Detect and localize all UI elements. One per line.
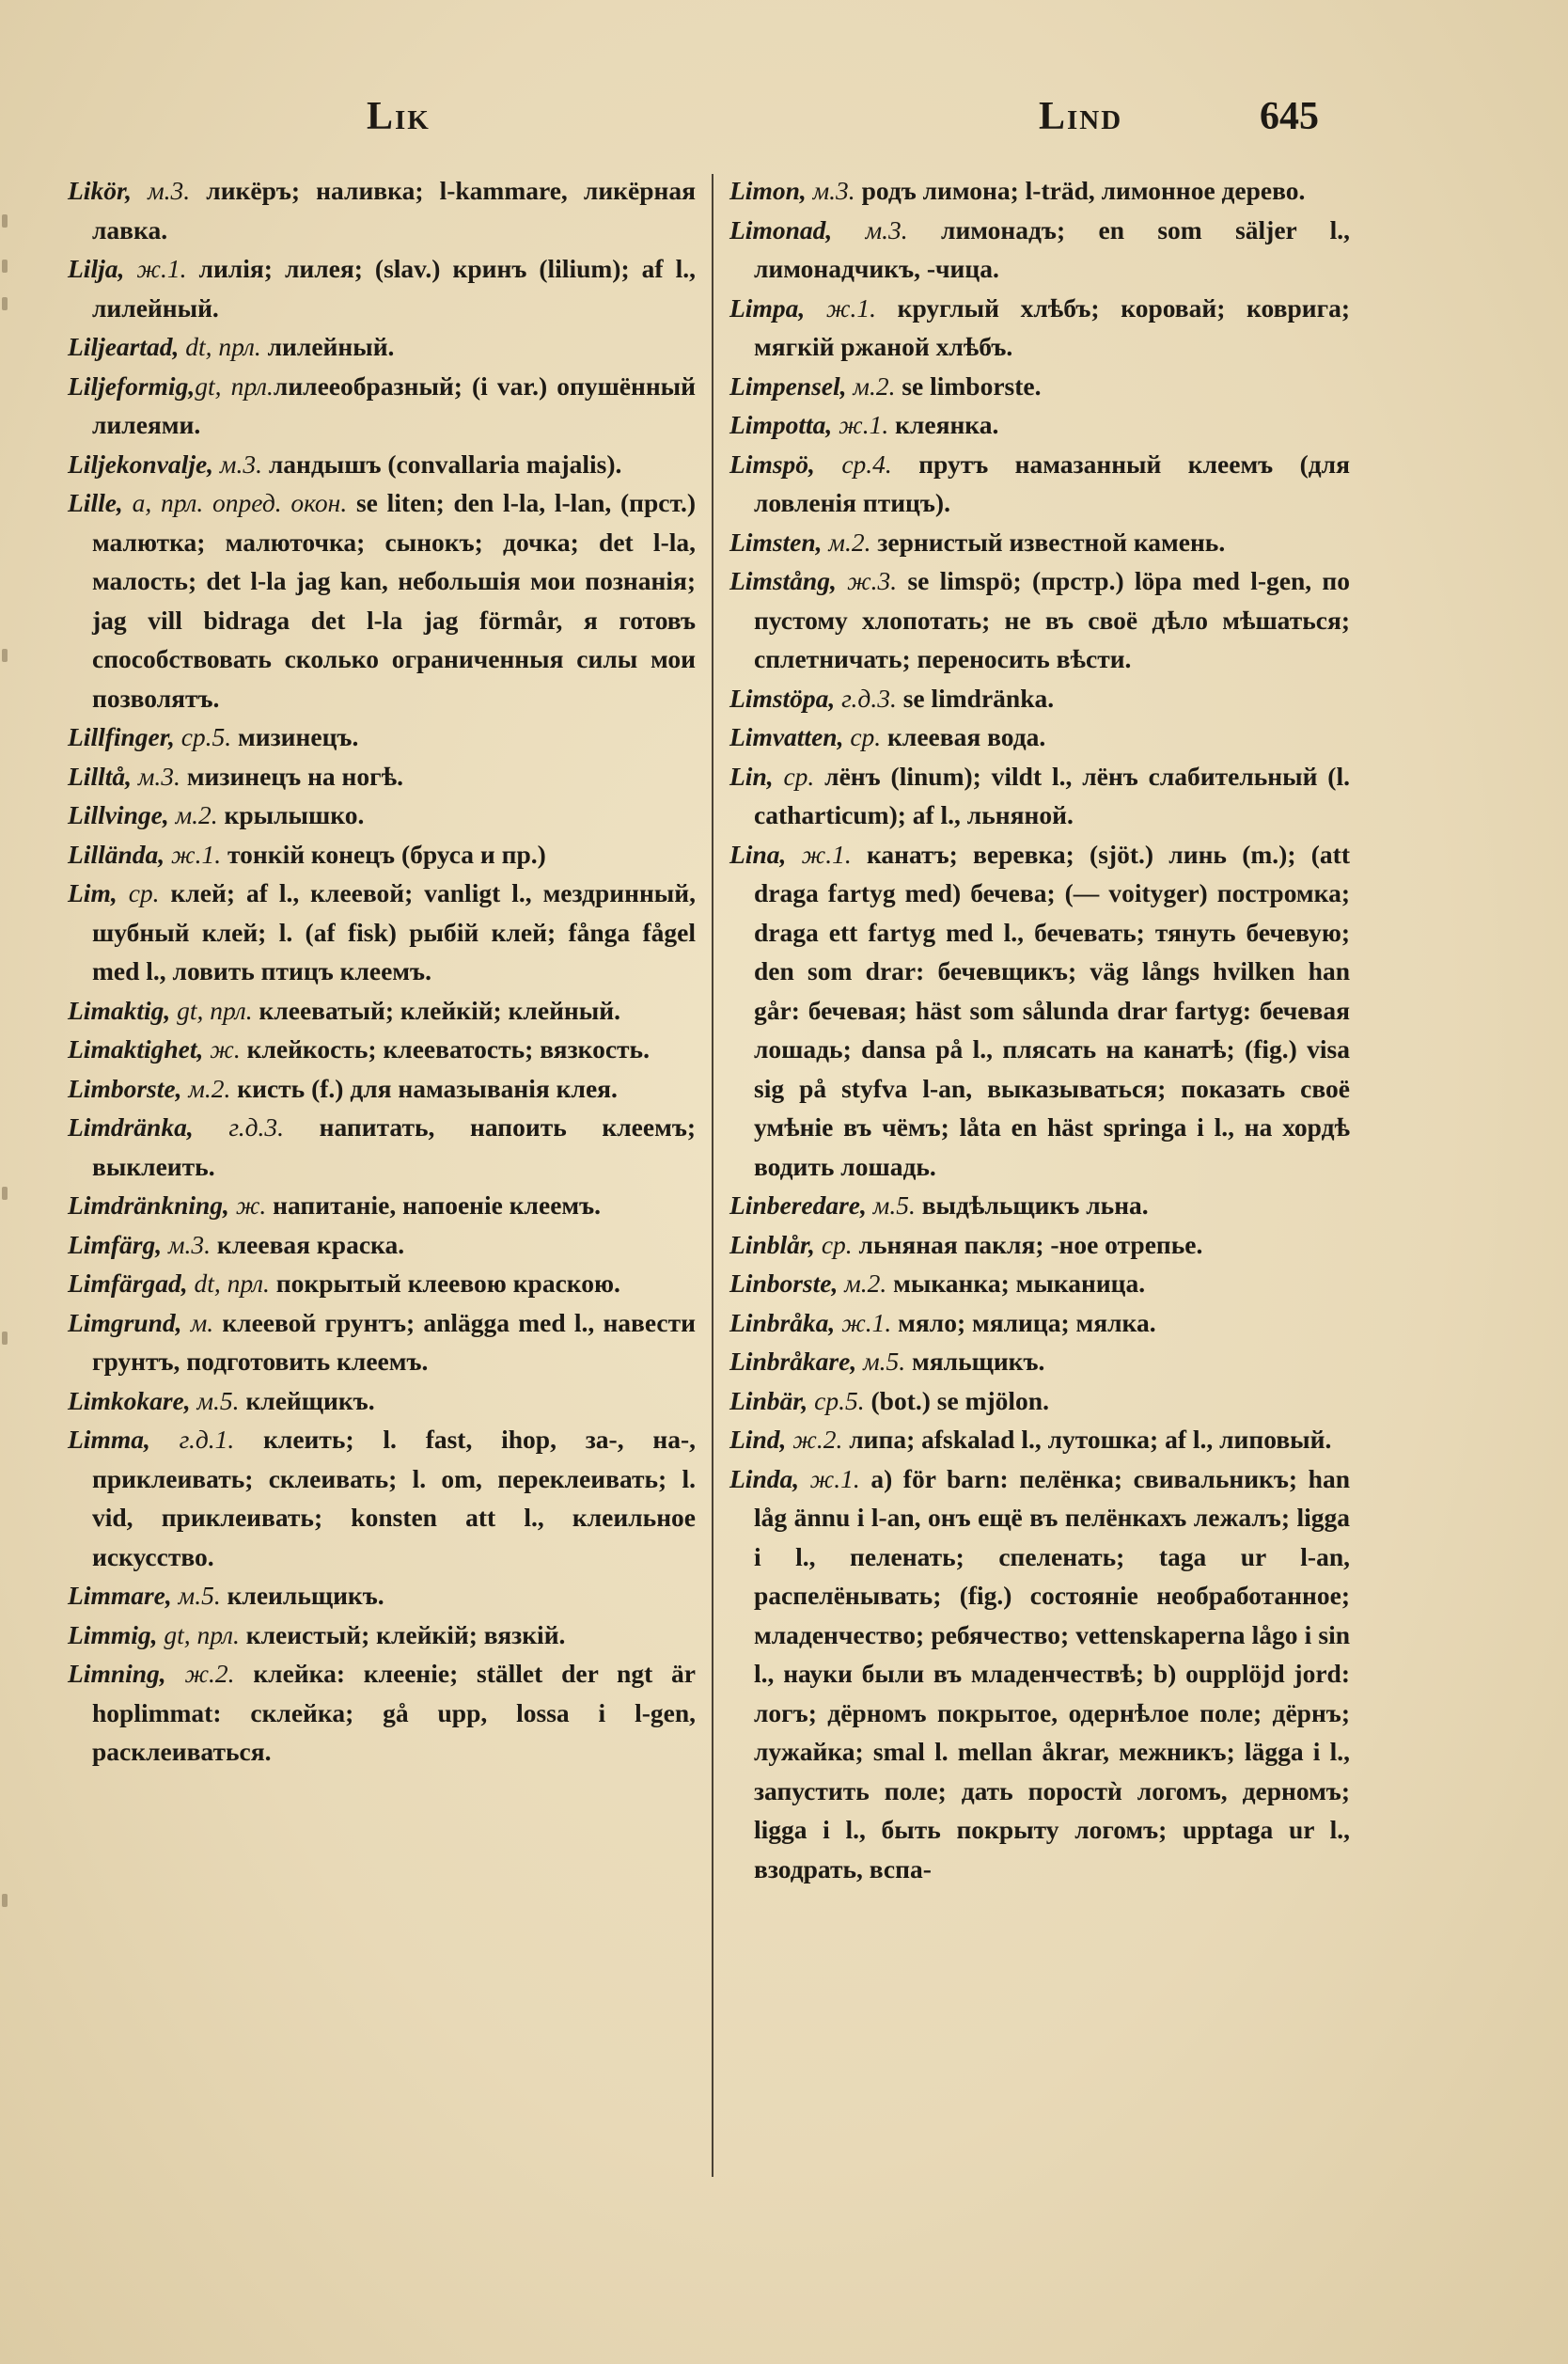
dictionary-entry	[68, 796, 696, 835]
entry-grammar-label: г.д.1.	[149, 1425, 264, 1454]
dictionary-entry	[729, 717, 1350, 757]
entry-definition: лилееобразный; (i var.) опушённый лилеями.	[92, 370, 696, 439]
entry-headword: Lilja,	[68, 254, 125, 283]
dictionary-entry	[729, 1420, 1350, 1459]
dictionary-entry	[68, 1615, 696, 1655]
entry-headword: Liljeartad,	[68, 332, 180, 361]
entry-definition: клейка: клееніе; stället der ngt är hoplimmat: склейка; gå upp, lossa i l-gen, расклеиваться.	[92, 1659, 696, 1766]
entry-definition: лилейный.	[267, 332, 395, 361]
entry-definition: ландышъ (convallaria majalis).	[268, 449, 622, 479]
entry-grammar-label: м.5.	[190, 1385, 246, 1415]
entry-grammar-label: ср.5.	[808, 1385, 871, 1415]
entry-grammar-label: м.3.	[213, 449, 269, 479]
entry-definition: зернистый известной камень.	[877, 527, 1226, 557]
entry-definition: лилія; лилея; (slav.) кринъ (lilium); af l., лилейный.	[92, 254, 696, 323]
entry-definition: se limborste.	[902, 370, 1042, 401]
entry-headword: Lim,	[68, 878, 118, 907]
entry-headword: Limma,	[68, 1425, 150, 1454]
entry-grammar-label: м.2.	[181, 1073, 238, 1103]
entry-grammar-label: ср.5.	[174, 722, 239, 751]
dictionary-entry	[729, 1459, 1350, 1889]
entry-definition: лёнъ (linum); vildt l., лёнъ слабительный (l. catharticum); af l., льняной.	[754, 761, 1350, 829]
entry-definition: клеить; l. fast, ihop, за-, на-, приклеивать; склеивать; l. om, переклеивать; l. vid, приклеивать; konsten att l., клеильное искусство.	[92, 1425, 696, 1571]
dictionary-entry	[729, 835, 1350, 1187]
entry-headword: Limpensel,	[729, 370, 847, 401]
dictionary-entry	[729, 1264, 1350, 1303]
entry-definition: мяльщикъ.	[912, 1347, 1045, 1376]
entry-grammar-label: м.5.	[856, 1347, 913, 1376]
dictionary-entry	[68, 757, 696, 796]
entry-grammar-label: м.2.	[168, 800, 225, 829]
entry-definition: мыканка; мыканица.	[893, 1269, 1146, 1298]
entry-grammar-label: м.2.	[822, 527, 878, 557]
entry-headword: Limdränka,	[68, 1112, 194, 1142]
entry-definition: se limdränka.	[902, 683, 1055, 713]
entry-grammar-label: м.	[181, 1307, 223, 1337]
entry-headword: Limaktig,	[68, 995, 171, 1025]
entry-definition: клей; af l., клеевой; vanligt l., мездринный, шубный клей; l. (af fisk) рыбій клей; fånga fågel med l., ловить птицъ клеемъ.	[92, 878, 696, 985]
running-head-left: Lik	[367, 95, 431, 138]
entry-headword: Limstöpa,	[729, 683, 836, 713]
entry-headword: Limvatten,	[729, 722, 844, 751]
running-head-right: Lind	[1039, 95, 1123, 138]
entry-headword: Likör,	[68, 176, 132, 205]
entry-headword: Lilltå,	[68, 761, 132, 791]
entry-headword: Lillvinge,	[68, 800, 169, 829]
entry-grammar-label: ср.	[843, 722, 888, 751]
entry-headword: Linblår,	[729, 1229, 815, 1259]
dictionary-entry	[68, 171, 696, 249]
entry-definition: клеевой грунтъ; anlägga med l., навести грунтъ, подготовить клеемъ.	[92, 1307, 696, 1376]
dictionary-entry	[68, 874, 696, 991]
dictionary-entry	[729, 367, 1350, 406]
entry-definition: клеевая краска.	[216, 1229, 405, 1259]
margin-mark	[2, 214, 8, 228]
entry-headword: Limkokare,	[68, 1385, 191, 1415]
entry-headword: Limon,	[729, 176, 807, 205]
right-column	[729, 171, 1350, 1888]
entry-grammar-label: ж.	[228, 1190, 274, 1220]
entry-grammar-label: м.3.	[832, 214, 942, 244]
entry-headword: Lille,	[68, 488, 123, 517]
entry-grammar-label: м.3.	[162, 1229, 217, 1259]
entry-definition: клейщикъ.	[245, 1385, 375, 1415]
entry-headword: Lind,	[729, 1425, 787, 1454]
dictionary-entry	[68, 1654, 696, 1772]
margin-mark	[2, 1332, 8, 1345]
entry-definition: клеевая вода.	[887, 722, 1046, 751]
column-divider	[712, 174, 713, 2177]
entry-grammar-label: ср.4.	[814, 449, 919, 479]
entry-grammar-label: г.д.3.	[193, 1112, 320, 1142]
dictionary-entry	[68, 445, 696, 484]
entry-grammar-label: м.3.	[806, 176, 862, 205]
entry-definition: мяло; мялица; мялка.	[898, 1307, 1156, 1337]
entry-grammar-label: ж.3.	[836, 566, 908, 595]
entry-definition: лимонадъ; en som säljer l., лимонадчикъ, -чица.	[754, 214, 1350, 283]
entry-grammar-label: г.д.3.	[835, 683, 903, 713]
entry-headword: Linbråka,	[729, 1307, 836, 1337]
entry-headword: Limdränkning,	[68, 1190, 229, 1220]
entry-definition: (bot.) se mjölon.	[870, 1385, 1049, 1415]
dictionary-entry	[729, 1303, 1350, 1343]
margin-mark	[2, 1187, 8, 1200]
entry-grammar-label: dt, прл.	[179, 332, 268, 361]
dictionary-entry	[68, 717, 696, 757]
entry-grammar-label: ж.1.	[832, 410, 896, 439]
dictionary-entry	[729, 211, 1350, 289]
entry-grammar-label: м.3.	[132, 761, 187, 791]
entry-grammar-label: ср.	[773, 761, 825, 791]
dictionary-entry	[68, 1186, 696, 1225]
entry-definition: мизинецъ на ногѣ.	[186, 761, 404, 791]
entry-headword: Lin,	[729, 761, 774, 791]
dictionary-entry	[729, 1186, 1350, 1225]
entry-definition: льняная пакля; -ное отрепье.	[858, 1229, 1203, 1259]
margin-mark	[2, 297, 8, 310]
dictionary-entry	[68, 483, 696, 717]
page-number: 645	[1260, 95, 1319, 138]
entry-definition: напитаніе, напоеніе клеемъ.	[273, 1190, 602, 1220]
entry-definition: se limspö; (прстр.) löpa med l-gen, по пустому хлопотать; не въ своё дѣло мѣшаться; сплетничать; переносить вѣсти.	[754, 566, 1350, 673]
dictionary-entry	[68, 1576, 696, 1615]
dictionary-entry	[729, 405, 1350, 445]
entry-grammar-label: dt, прл.	[187, 1269, 276, 1298]
entry-grammar-label: ж.	[203, 1034, 247, 1064]
dictionary-entry	[68, 249, 696, 327]
entry-definition: se liten; den l-la, l-lan, (прст.) малютка; малюточка; сынокъ; дочка; det l-la, малость; det l-la jag kan, небольшія мои познанія; jag vill bidraga det l-la jag förmår, я готовъ способствовать сколько ограниченныя силы мои позволятъ.	[92, 488, 696, 713]
entry-definition: клеильщикъ.	[227, 1581, 384, 1610]
entry-headword: Limonad,	[729, 214, 833, 244]
dictionary-entry	[729, 1342, 1350, 1381]
entry-definition: кисть (f.) для намазыванія клея.	[237, 1073, 618, 1103]
entry-headword: Limspö,	[729, 449, 815, 479]
dictionary-entry	[729, 289, 1350, 367]
dictionary-entry	[68, 1381, 696, 1421]
entry-headword: Limsten,	[729, 527, 823, 557]
entry-definition: канатъ; веревка; (sjöt.) линь (m.); (att draga fartyg med) бечева; (— voityger) постромка; draga ett fartyg med l., бечевать; тянуть бечевую; den som drar: бечевщикъ; väg långs hvilken han går: бечевая; häst som sålunda drar fartyg: бечевая лошадь; dansa på l., плясать на канатѣ; (fig.) visa sig på styfva l-an, выказываться; показать своё умѣніе въ чёмъ; låta en häst springa i l., на хордѣ водить лошадь.	[754, 839, 1350, 1181]
dictionary-entry	[68, 835, 696, 875]
entry-grammar-label: ср.	[814, 1229, 859, 1259]
entry-grammar-label: ж.1.	[786, 839, 867, 869]
entry-headword: Limning,	[68, 1659, 166, 1688]
dictionary-entry	[729, 561, 1350, 679]
dictionary-entry	[729, 523, 1350, 562]
entry-grammar-label: м.3.	[132, 176, 207, 205]
entry-headword: Limfärg,	[68, 1229, 163, 1259]
dictionary-entry	[68, 367, 696, 445]
entry-definition: напитать, напоить клеемъ; выклеить.	[92, 1112, 697, 1181]
running-head	[66, 94, 1325, 150]
entry-grammar-label: ж.2.	[165, 1659, 254, 1688]
entry-grammar-label: gt, прл.	[157, 1619, 246, 1649]
dictionary-entry	[68, 1225, 696, 1265]
dictionary-entry	[729, 1225, 1350, 1265]
dictionary-entry	[68, 1264, 696, 1303]
entry-definition: клеянка.	[895, 410, 999, 439]
entry-grammar-label: м.5.	[866, 1190, 922, 1220]
entry-headword: Limpa,	[729, 292, 806, 323]
entry-definition: a) för barn: пелёнка; свивальникъ; han låg ännu i l-an, онъ ещё въ пелёнкахъ лежалъ; ligga i l., пеленать; спеленать; taga ur l-an, распелёнывать; (fig.) состояніе необработанное; младенчество; ребячество; vettenskaperna lågo i sin l., науки были въ младенчествѣ; b) oupplöjd jord: логъ; дёрномъ покрытое, одернѣлое поле; дёрнъ; лужайка; smal l. mellan åkrar, межникъ; lägga i l., запустить поле; дать поростѝ логомъ, дерномъ; ligga i l., быть покрыту логомъ; upptaga ur l., взодрать, вспа-	[754, 1463, 1350, 1883]
entry-definition: мизинецъ.	[238, 722, 359, 751]
dictionary-entry	[68, 1030, 696, 1069]
entry-headword: Limmig,	[68, 1619, 158, 1649]
entry-grammar-label: ж.1.	[799, 1463, 871, 1493]
entry-definition: клееватый; клейкій; клейный.	[259, 995, 620, 1025]
entry-grammar-label: ж.1.	[165, 839, 227, 869]
entry-grammar-label: gt, прл.	[170, 995, 259, 1025]
dictionary-entry	[729, 1381, 1350, 1421]
dictionary-entry	[729, 171, 1350, 211]
margin-mark	[2, 649, 8, 662]
entry-headword: Linborste,	[729, 1269, 839, 1298]
entry-definition: выдѣльщикъ льна.	[921, 1190, 1149, 1220]
entry-definition: круглый хлѣбъ; коровай; коврига; мягкій ржаной хлѣбъ.	[754, 292, 1350, 361]
entry-definition: липа; afskalad l., лутошка; af l., липовый.	[849, 1425, 1332, 1454]
entry-grammar-label: ж.2.	[786, 1425, 850, 1454]
entry-headword: Liljeformig,	[68, 370, 196, 401]
entry-headword: Lina,	[729, 839, 787, 869]
dictionary-entry	[68, 1069, 696, 1109]
entry-grammar-label: ж.1.	[805, 292, 898, 323]
dictionary-entry	[729, 679, 1350, 718]
margin-mark	[2, 260, 8, 273]
entry-grammar-label: ж.1.	[124, 254, 199, 283]
entry-definition: крылышко.	[224, 800, 365, 829]
dictionary-entry	[68, 1420, 696, 1576]
entry-grammar-label: м.5.	[171, 1581, 227, 1610]
entry-headword: Lillfinger,	[68, 722, 175, 751]
entry-definition: ликёръ; наливка; l-kammare, ликёрная лавка.	[92, 176, 696, 244]
entry-headword: Limstång,	[729, 566, 837, 595]
entry-definition: прутъ намазанный клеемъ (для ловленія птицъ).	[754, 449, 1350, 517]
entry-headword: Linbråkare,	[729, 1347, 857, 1376]
entry-headword: Linbär,	[729, 1385, 808, 1415]
entry-headword: Limpotta,	[729, 410, 833, 439]
entry-definition: покрытый клеевою краскою.	[275, 1269, 620, 1298]
entry-grammar-label: a, прл. опред. окон.	[122, 488, 356, 517]
entry-headword: Linda,	[729, 1463, 800, 1493]
entry-grammar-label: м.2.	[838, 1269, 894, 1298]
entry-definition: тонкій конецъ (бруса и пр.)	[227, 839, 546, 869]
entry-headword: Limborste,	[68, 1073, 182, 1103]
dictionary-entry	[729, 757, 1350, 835]
entry-definition: родъ лимона; l-träd, лимонное дерево.	[861, 176, 1306, 205]
entry-grammar-label: ср.	[117, 878, 171, 907]
dictionary-entry	[68, 327, 696, 367]
entry-grammar-label: м.2.	[846, 370, 902, 401]
entry-headword: Limaktighet,	[68, 1034, 204, 1064]
entry-definition: клеистый; клейкій; вязкій.	[245, 1619, 566, 1649]
entry-headword: Liljekonvalje,	[68, 449, 214, 479]
entry-headword: Limgrund,	[68, 1307, 182, 1337]
left-column	[68, 171, 696, 1772]
entry-headword: Lillända,	[68, 839, 165, 869]
entry-grammar-label: gt, прл.	[195, 370, 274, 401]
dictionary-entry	[68, 991, 696, 1031]
dictionary-entry	[68, 1108, 696, 1186]
entry-headword: Linberedare,	[729, 1190, 867, 1220]
entry-definition: клейкость; клееватость; вязкость.	[246, 1034, 650, 1064]
dictionary-entry	[68, 1303, 696, 1381]
entry-grammar-label: ж.1.	[835, 1307, 899, 1337]
entry-headword: Limmare,	[68, 1581, 172, 1610]
dictionary-entry	[729, 445, 1350, 523]
entry-headword: Limfärgad,	[68, 1269, 188, 1298]
margin-mark	[2, 1894, 8, 1907]
